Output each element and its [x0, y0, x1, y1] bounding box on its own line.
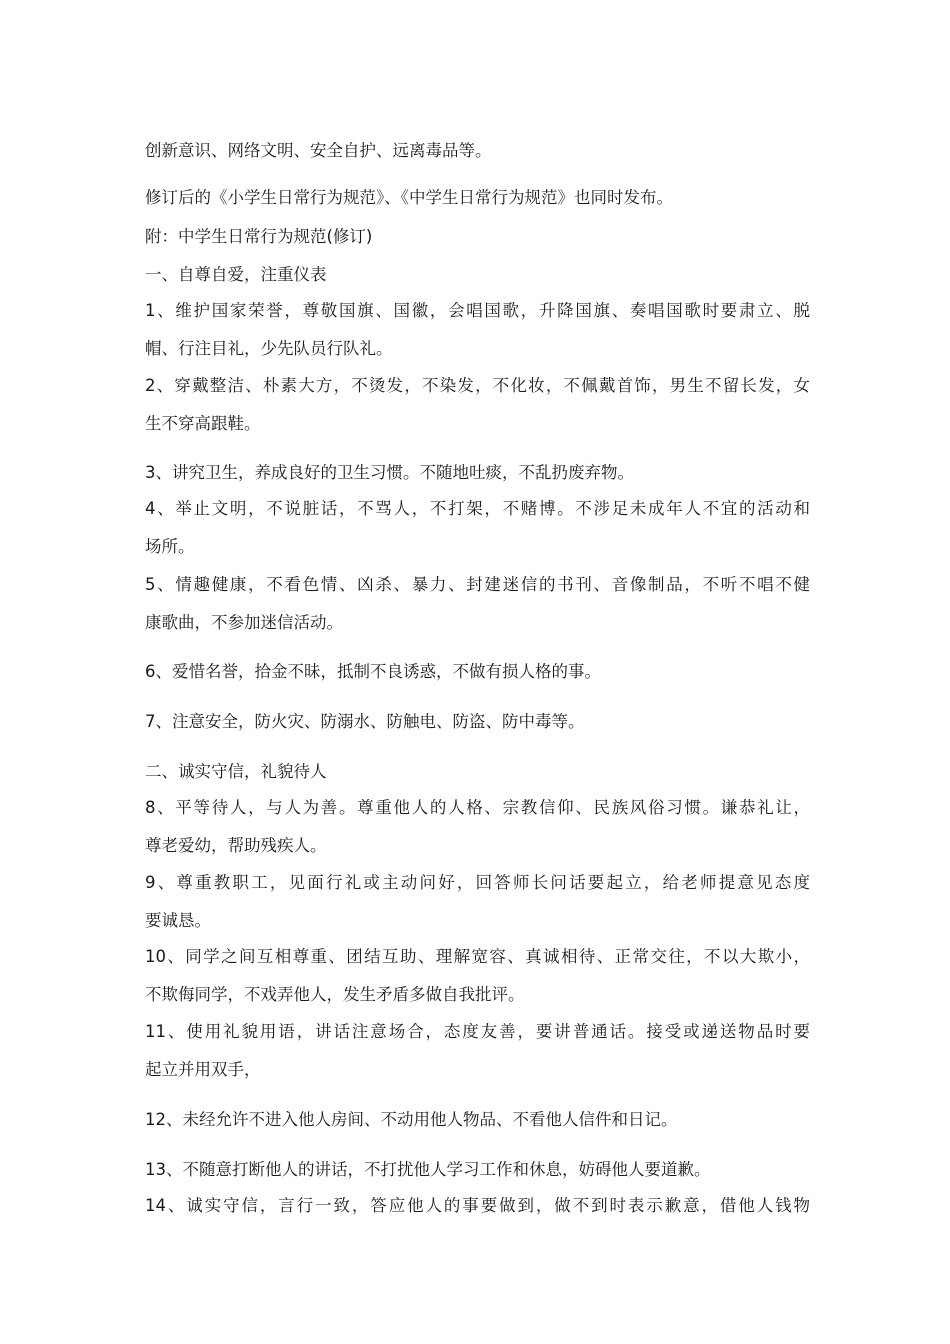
paragraph-line: 4、举止文明，不说脏话，不骂人，不打架，不赌博。不涉足未成年人不宜的活动和	[145, 499, 810, 518]
paragraph-line: 帽、行注目礼，少先队员行队礼。	[145, 339, 393, 358]
section-heading: 一、自尊自爱，注重仪表	[145, 265, 327, 284]
paragraph-line: 修订后的《小学生日常行为规范》、《中学生日常行为规范》也同时发布。	[145, 188, 673, 207]
paragraph-line: 14、诚实守信，言行一致，答应他人的事要做到，做不到时表示歉意，借他人钱物	[145, 1196, 810, 1215]
paragraph-line: 要诚恳。	[145, 911, 211, 930]
paragraph-line: 9、尊重教职工，见面行礼或主动问好，回答师长问话要起立，给老师提意见态度	[145, 873, 810, 892]
paragraph-line: 不欺侮同学，不戏弄他人，发生矛盾多做自我批评。	[145, 985, 525, 1004]
paragraph-line: 1、维护国家荣誉，尊敬国旗、国徽，会唱国歌，升降国旗、奏唱国歌时要肃立、脱	[145, 301, 810, 320]
paragraph-line: 13、不随意打断他人的讲话，不打扰他人学习工作和休息，妨碍他人要道歉。	[145, 1160, 711, 1179]
paragraph-line: 3、讲究卫生，养成良好的卫生习惯。不随地吐痰，不乱扔废弃物。	[145, 463, 634, 482]
paragraph-line: 2、穿戴整洁、朴素大方，不烫发，不染发，不化妆，不佩戴首饰，男生不留长发，女	[145, 376, 810, 395]
paragraph-line: 附：中学生日常行为规范(修订)	[145, 227, 373, 246]
paragraph-line: 场所。	[145, 537, 195, 556]
section-heading: 二、诚实守信，礼貌待人	[145, 762, 327, 781]
paragraph-line: 康歌曲，不参加迷信活动。	[145, 613, 343, 632]
paragraph-line: 创新意识、网络文明、安全自护、远离毒品等。	[145, 141, 492, 160]
paragraph-line: 5、情趣健康，不看色情、凶杀、暴力、封建迷信的书刊、音像制品，不听不唱不健	[145, 575, 810, 594]
paragraph-line: 7、注意安全，防火灾、防溺水、防触电、防盗、防中毒等。	[145, 712, 585, 731]
paragraph-line: 6、爱惜名誉，拾金不昧，抵制不良诱惑，不做有损人格的事。	[145, 662, 601, 681]
paragraph-line: 生不穿高跟鞋。	[145, 414, 261, 433]
paragraph-line: 11、使用礼貌用语，讲话注意场合，态度友善，要讲普通话。接受或递送物品时要	[145, 1022, 810, 1041]
paragraph-line: 尊老爱幼，帮助残疾人。	[145, 836, 327, 855]
paragraph-line: 12、未经允许不进入他人房间、不动用他人物品、不看他人信件和日记。	[145, 1110, 678, 1129]
paragraph-line: 10、同学之间互相尊重、团结互助、理解宽容、真诚相待、正常交往，不以大欺小，	[145, 947, 810, 966]
paragraph-line: 8、平等待人，与人为善。尊重他人的人格、宗教信仰、民族风俗习惯。谦恭礼让，	[145, 798, 810, 817]
paragraph-line: 起立并用双手，	[145, 1060, 261, 1079]
